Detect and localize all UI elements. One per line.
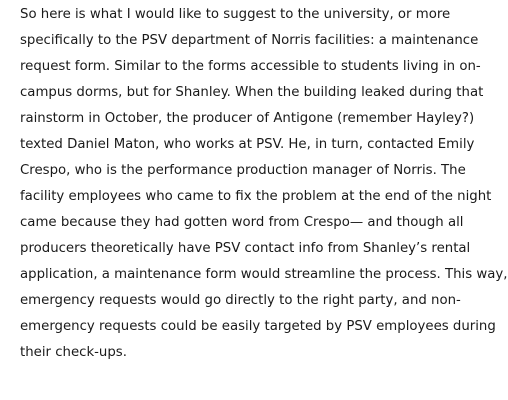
text-line-14: their check-ups. bbox=[20, 345, 127, 360]
body-paragraph bbox=[20, 2, 506, 366]
text-line-7: Crespo, who is the performance production manager of Norris. The bbox=[20, 163, 466, 178]
text-line-13: emergency requests could be easily targeted by PSV employees during bbox=[20, 319, 496, 334]
text-line-11: application, a maintenance form would streamline the process. This way, bbox=[20, 267, 508, 282]
text-line-4: campus dorms, but for Shanley. When the building leaked during that bbox=[20, 85, 484, 100]
text-line-8: facility employees who came to fix the problem at the end of the night bbox=[20, 189, 492, 204]
text-line-1: So here is what I would like to suggest to the university, or more bbox=[20, 7, 451, 22]
text-line-12: emergency requests would go directly to the right party, and non- bbox=[20, 293, 461, 308]
text-line-9: came because they had gotten word from Crespo— and though all bbox=[20, 215, 464, 230]
text-line-10: producers theoretically have PSV contact info from Shanley’s rental bbox=[20, 241, 471, 256]
text-line-6: texted Daniel Maton, who works at PSV. He, in turn, contacted Emily bbox=[20, 137, 475, 152]
text-line-5: rainstorm in October, the producer of Antigone (remember Hayley?) bbox=[20, 111, 475, 126]
text-line-2: specifically to the PSV department of Norris facilities: a maintenance bbox=[20, 33, 479, 48]
text-line-3: request form. Similar to the forms accessible to students living in on- bbox=[20, 59, 481, 74]
